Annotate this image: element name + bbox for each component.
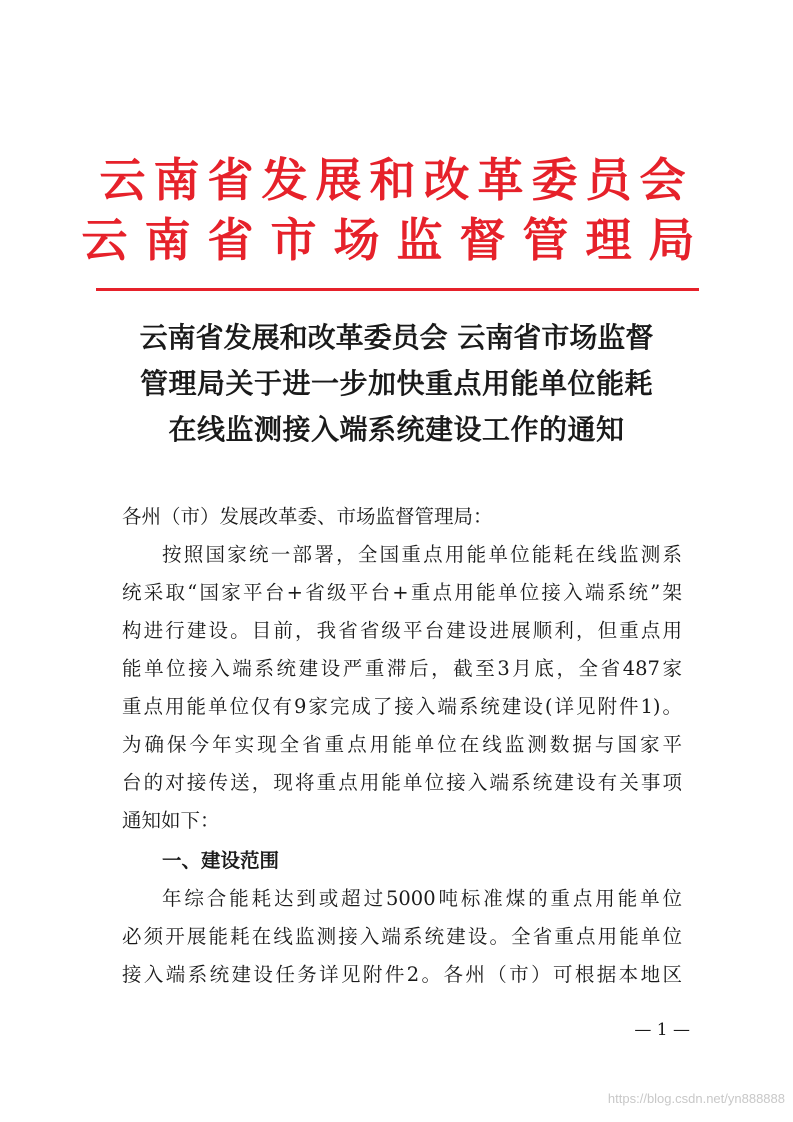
issuer-name-ndrc: 云南省发展和改革委员会 [99, 153, 694, 207]
paragraph-line: 年综合能耗达到或超过5000吨标准煤的重点用能单位 [162, 887, 682, 910]
page-number: — 1 — [634, 1020, 690, 1040]
paragraph-line: 台的对接传送，现将重点用能单位接入端系统建设有关事项 [122, 771, 682, 794]
paragraph-line: 构进行建设。目前，我省省级平台建设进展顺利，但重点用 [122, 619, 682, 642]
document-title-line-2: 管理局关于进一步加快重点用能单位能耗 [139, 367, 653, 400]
paragraph-line: 通知如下： [122, 809, 220, 832]
paragraph-line: 为确保今年实现全省重点用能单位在线监测数据与国家平 [122, 733, 682, 756]
paragraph-line: 能单位接入端系统建设严重滞后，截至3月底，全省487家 [122, 657, 682, 680]
red-header-rule [96, 288, 699, 291]
source-watermark: https://blog.csdn.net/yn888888 [607, 1091, 785, 1106]
document-title-line-3: 在线监测接入端系统建设工作的通知 [168, 413, 625, 446]
paragraph-line: 必须开展能耗在线监测接入端系统建设。全省重点用能单位 [122, 925, 682, 948]
section-heading: 一、建设范围 [162, 849, 280, 872]
paragraph-line: 按照国家统一部署，全国重点用能单位能耗在线监测系 [162, 543, 682, 566]
paragraph-line: 统采取“国家平台+省级平台+重点用能单位接入端系统”架 [122, 581, 682, 604]
issuer-name-market-regulation: 云南省市场监督管理局 [81, 213, 712, 267]
paragraph-line: 重点用能单位仅有9家完成了接入端系统建设(详见附件1)。 [122, 695, 682, 718]
document-title-line-1: 云南省发展和改革委员会 云南省市场监督 [139, 321, 654, 354]
paragraph-line: 接入端系统建设任务详见附件2。各州（市）可根据本地区 [122, 963, 682, 986]
salutation: 各州（市）发展改革委、市场监督管理局： [122, 505, 493, 528]
